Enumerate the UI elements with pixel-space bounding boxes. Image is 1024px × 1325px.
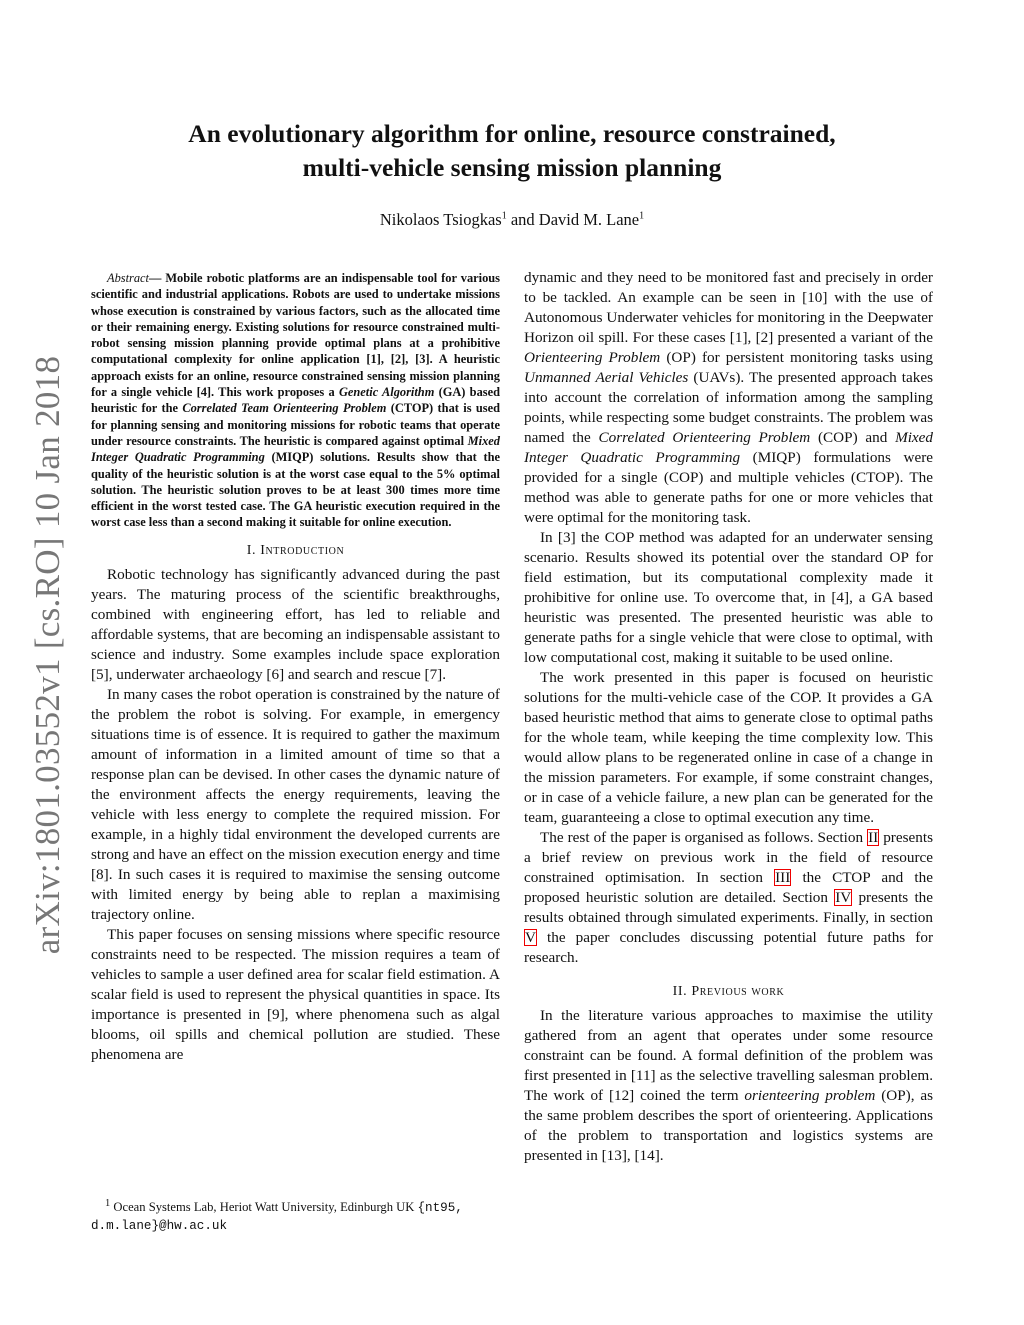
section-link-iii[interactable]: III: [775, 869, 791, 886]
author-lane: David M. Lane: [538, 210, 640, 229]
footnote-affiliation: Ocean Systems Lab, Heriot Watt University, Edinburgh UK: [110, 1200, 418, 1215]
text-run: the paper concludes discussing potential future paths for research.: [524, 929, 933, 966]
text-run: presents the results obtained through simulated experiments. Finally, in section: [524, 889, 933, 926]
title-line-2: multi-vehicle sensing mission planning: [302, 153, 722, 182]
abstract-text: Mobile robotic platforms are an indispensable tool for various scientific and industrial applications. Robots are used to undertake missions whose execution is constrained by various factors, such as the allocated time or their remaining energy. Existing solutions for resource constrained multi-robot sensing mission planning provide optimal plans at a prohibitive computational complexity for online application [1], [2], [3]. A heuristic approach exists for an online, resource constrained sensing mission planning for a single vehicle [4]. This work proposes a: [91, 271, 500, 400]
section-number: I.: [246, 542, 261, 558]
section-link-ii[interactable]: II: [868, 829, 879, 846]
text-run: the CTOP and the proposed heuristic solution are detailed. Section: [524, 869, 933, 906]
footnote-mark: 1: [105, 1198, 111, 1209]
emph-run: Orienteering Problem: [524, 349, 661, 366]
section-link-iv[interactable]: IV: [835, 889, 852, 906]
affiliation-mark: 1: [639, 210, 645, 222]
abstract-emph: Mixed Integer Quadratic Programming: [91, 433, 500, 465]
paper-title: [90, 117, 934, 185]
abstract-label: Abstract: [107, 271, 149, 285]
text-run: (COP) and: [810, 429, 896, 446]
section-heading-introduction: [91, 543, 500, 559]
author-tsiogkas: Nikolaos Tsiogkas: [379, 210, 502, 229]
arxiv-identifier: arXiv:1801.03552v1 [cs.RO] 10 Jan 2018: [28, 355, 67, 955]
abstract-text: (MIQP) solutions. Results show that the quality of the heuristic solution is at the worst case equal to the 5% optimal solution. The heuristic solution proves to be at least 300 times more time efficient in the worst tested case. The GA heuristic execution required in the worst case less than a second making it suitable for online execution.: [91, 450, 500, 530]
abstract: [91, 270, 500, 531]
author-separator: and: [510, 210, 535, 229]
abstract-text: (CTOP) that is used for planning sensing and monitoring missions for robotic teams that operate under resource constraints. The heuristic is compared against optimal: [91, 401, 500, 448]
text-run: (OP) for persistent monitoring tasks using: [660, 349, 933, 366]
section-title: Introduction: [260, 542, 345, 558]
abstract-emph: Correlated Team Orienteering Problem: [182, 401, 387, 416]
left-column: [91, 270, 500, 1065]
text-run: In the literature various approaches to maximise the utility gathered from an agent that operates under some resource constraint can be found. A formal definition of the problem was first presented in [11] as the selective travelling salesman problem. The work of [12] coined the term: [524, 1007, 933, 1104]
affiliation-mark: 1: [501, 210, 507, 222]
right-paragraph-3: The work presented in this paper is focused on heuristic solutions for the multi-vehicle case of the COP. It provides a GA based heuristic method that aims to generate close to optimal paths for the whole team, while keeping the time complexity low. This would allow plans to be regenerated online in case of a change in the mission parameters. For example, if some constraint changes, or in case of a vehicle failure, a new plan can be generated for the team, guaranteeing a close to optimal execution any time.: [524, 669, 933, 826]
right-column: [524, 268, 933, 1166]
abstract-emph: Genetic Algorithm: [338, 385, 435, 400]
title-line-1: An evolutionary algorithm for online, resource constrained,: [188, 119, 836, 148]
right-paragraph-4: [524, 828, 933, 968]
intro-paragraph-2: In many cases the robot operation is constrained by the nature of the problem the robot is solving. For example, in emergency situations time is of essence. It is required to gather the maximum amount of information in a limited amount of time so that a response plan can be devised. In other cases the dynamic nature of the environment affects the energy requirements, leaving the vehicle with less energy to complete the required mission. For example, in a highly tidal environment the developed currents are strong and have an effect on the mission execution energy and time [8]. In such cases it is required to maximise the sensing outcome with limited energy by being able to replan a maximising trajectory online.: [91, 685, 500, 923]
intro-paragraph-1: Robotic technology has significantly advanced during the past years. The maturing process of the scientific breakthroughs, combined with engineering effort, has led to reliable and affordable systems, that are becoming an indispensable assistant to science and industry. Some examples include space exploration [5], underwater archaeology [6] and search and rescue [7].: [91, 565, 500, 683]
section-title: Previous work: [691, 984, 785, 999]
emph-run: Correlated Orienteering Problem: [598, 429, 811, 446]
text-run: (MIQP) formulations were provided for a single (COP) and multiple vehicles (CTOP). The method was able to generate paths for one or more vehicles that were optimal for the monitoring task.: [524, 449, 934, 526]
intro-paragraph-3: This paper focuses on sensing missions where specific resource constraints need to be respected. The mission requires a team of vehicles to sample a user defined area for scalar field estimation. A scalar field is used to represent the physical quantities in space. Its importance is presented in [9], where phenomena such as algal blooms, oil spills and chemical pollution are studied. These phenomena are: [91, 925, 500, 1063]
author-list: [90, 210, 934, 230]
text-run: The rest of the paper is organised as follows. Section: [540, 829, 868, 846]
section-number: II.: [672, 984, 692, 999]
footnote: [91, 1195, 500, 1235]
emph-run: orienteering problem: [744, 1087, 876, 1104]
footnote-email: {nt95, d.m.lane}@hw.ac.uk: [91, 1201, 463, 1234]
section-link-v[interactable]: V: [525, 929, 536, 946]
text-run: (UAVs). The presented approach takes into account the correlation of information among the sampling points, while respecting some budget constraints. The problem was named the: [524, 369, 933, 446]
right-paragraph-2: In [3] the COP method was adapted for an underwater sensing scenario. Results showed its potential over the standard OP for field estimation, but its computational complexity made it prohibitive for online use. To overcome that, in [4], a GA based heuristic was presented. The presented heuristic was able to generate paths for a single vehicle that were close to optimal, with low computational cost, making it suitable to be used online.: [524, 529, 933, 666]
text-run: dynamic and they need to be monitored fast and precisely in order to be tackled. An example can be seen in [10] with the use of Autonomous Underwater vehicles for monitoring in the Deepwater Horizon oil spill. For these cases [1], [2] presented a variant of the: [524, 269, 933, 346]
abstract-text: (GA) based heuristic for the: [91, 385, 500, 416]
emph-run: Unmanned Aerial Vehicles: [524, 369, 689, 386]
right-paragraph-1: [524, 268, 933, 528]
abstract-dash: —: [149, 271, 166, 285]
emph-run: Mixed Integer Quadratic Programming: [524, 429, 934, 466]
text-run: presents a brief review on previous work in the field of resource constrained optimisation. In section: [524, 829, 933, 886]
previous-work-paragraph-1: [524, 1006, 933, 1166]
text-run: (OP), as the same problem describes the sport of orienteering. Applications of the problem to transportation and logistics systems are presented in [13], [14].: [524, 1087, 933, 1164]
section-heading-previous-work: [524, 984, 933, 1000]
